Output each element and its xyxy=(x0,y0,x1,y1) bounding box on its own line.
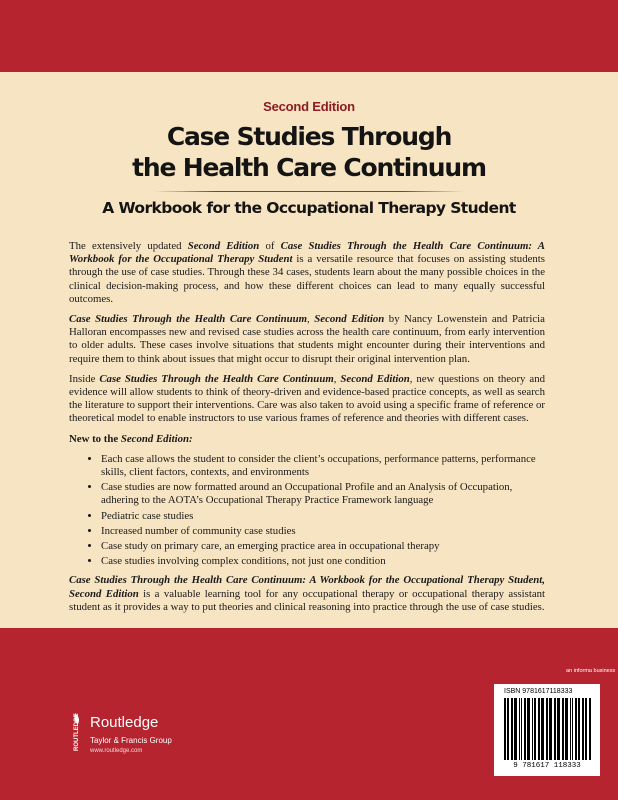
title-line-1: Case Studies Through xyxy=(166,122,452,151)
barcode-bar xyxy=(534,698,536,760)
text-run: , new questions on theory and evidence will allow students to think of theory-driven and evidence-based practice concepts, as well as search the literature to support their interventions. Care was also taken to avoid using a specific frame of reference or theoretical model to enable instructors to use various frames of reference and theories with different cases. xyxy=(69,372,545,425)
text-run: by Nancy Lowenstein and Patricia Halloran encompasses new and revised case studies across the health care continuum, from early intervention to older adults. These cases involve situations that students might encounter during their interventions and require them to think about issues that might occur to disrupt their original intervention plan. xyxy=(69,313,545,365)
text-run: is a valuable learning tool for any occupational therapy or occupational therapy assistant student as it provides a way to put theories and clinical reasoning into practice through the use of case studies. xyxy=(69,587,546,613)
list-item: • Case study on primary care, an emerging practice area in occupational therapy xyxy=(101,540,545,553)
new-features-list xyxy=(69,453,545,569)
text-run-emphasis: Case Studies Through the Health Care Continuum xyxy=(69,313,307,326)
barcode-bar xyxy=(575,698,577,760)
text-run: The extensively updated xyxy=(69,240,188,252)
book-subtitle: A Workbook for the Occupational Therapy Student xyxy=(102,199,516,217)
blurb xyxy=(69,240,545,621)
text-run: is a versatile resource that focuses on assisting students through the use of case studies. Through these 34 cases, students learn about the many possible choices in the clinical decision-making process, and how these different choices can lead to many equally successful outcomes. xyxy=(69,253,545,305)
list-item: • Each case allows the student to consider the client’s occupations, performance patterns, performance skills, client factors, contexts, and environments xyxy=(101,453,545,479)
blurb-paragraph-4 xyxy=(69,574,545,614)
barcode-bar xyxy=(538,698,540,760)
publisher-url: www.routledge.com xyxy=(90,748,143,754)
barcode-bar xyxy=(549,698,552,760)
text-run: Inside xyxy=(69,372,100,385)
blurb-paragraph-3 xyxy=(69,373,545,426)
barcode-bar xyxy=(511,698,513,760)
barcode-bar xyxy=(507,698,509,760)
barcode-bar xyxy=(519,698,520,760)
barcode-bar xyxy=(504,698,506,760)
routledge-logo-icon xyxy=(66,712,84,752)
text-run: , xyxy=(307,313,315,326)
barcode-area xyxy=(494,684,600,776)
text-run-emphasis: Case Studies Through the Health Care Continuum: A Workbook for the Occupational Therapy Student, Second Edition xyxy=(69,574,545,600)
text-run-emphasis: Second Edition xyxy=(187,240,260,252)
book-title xyxy=(0,121,618,183)
barcode-bars xyxy=(502,698,592,762)
barcode-bar xyxy=(578,698,580,760)
list-item: • Case studies involving complex conditions, not just one condition xyxy=(101,555,545,568)
barcode-bar xyxy=(532,698,533,760)
barcode-digits: 9 781617 118333 xyxy=(513,762,581,770)
informa-tagline: an informa business xyxy=(566,668,616,674)
title-divider xyxy=(154,191,464,192)
blurb-paragraph-1 xyxy=(69,240,545,306)
new-features-heading xyxy=(69,433,545,446)
text-run: , xyxy=(333,372,341,385)
publisher-name: Routledge xyxy=(90,714,159,731)
text-run: of xyxy=(259,240,281,252)
barcode-bar xyxy=(546,698,548,760)
list-item: • Case studies are now formatted around an Occupational Profile and an Analysis of Occupation, adhering to the AOTA’s Occupational Therapy Practice Framework language xyxy=(101,481,545,507)
barcode-bar xyxy=(527,698,530,760)
title-line-2: the Health Care Continuum xyxy=(132,153,486,182)
barcode-bar xyxy=(589,698,591,760)
barcode-bar xyxy=(541,698,544,760)
barcode-bar xyxy=(565,698,568,760)
barcode-bar xyxy=(514,698,517,760)
text-run-emphasis: Case Studies Through the Health Care Continuum: A Workbook for the Occupational Therapy Student xyxy=(69,240,545,266)
barcode-bar xyxy=(582,698,584,760)
blurb-paragraph-2 xyxy=(69,313,545,366)
barcode-bar xyxy=(572,698,573,760)
list-item: • Increased number of community case studies xyxy=(101,525,545,538)
barcode-bar xyxy=(524,698,526,760)
text-run-emphasis: Second Edition xyxy=(340,372,410,385)
text-run-emphasis: Second Edition xyxy=(314,313,385,326)
barcode-bar xyxy=(554,698,556,760)
barcode-bar xyxy=(557,698,560,760)
text-run: New to the xyxy=(69,432,121,445)
logo-vertical-text: ROUTLEDGE xyxy=(74,713,80,751)
isbn-label: ISBN 9781617118333 xyxy=(504,688,573,695)
text-run-emphasis: Second Edition: xyxy=(120,432,193,445)
barcode-bar xyxy=(570,698,571,760)
edition-label: Second Edition xyxy=(263,99,355,114)
text-run-emphasis: Case Studies Through the Health Care Continuum xyxy=(99,372,334,385)
barcode-bar xyxy=(562,698,564,760)
barcode-bar xyxy=(585,698,587,760)
list-item: • Pediatric case studies xyxy=(101,510,545,523)
publisher-group: Taylor & Francis Group xyxy=(90,736,172,745)
barcode-bar xyxy=(521,698,522,760)
